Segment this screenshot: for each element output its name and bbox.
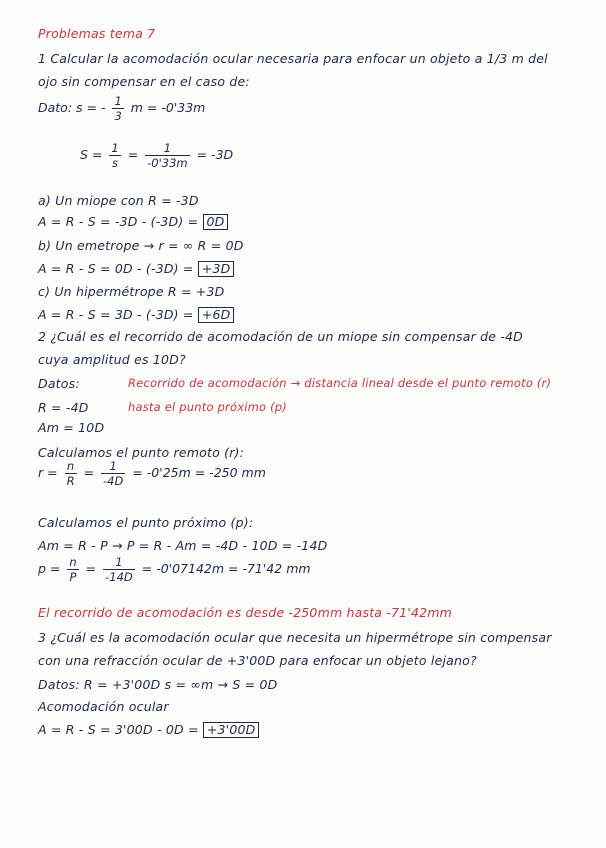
p3-question-line-2: con una refracción ocular de +3'00D para enfocar un objeto lejano?: [38, 653, 477, 668]
p2-Am-value: Am = 10D: [38, 420, 105, 435]
p2-question-line-1: 2 ¿Cuál es el recorrido de acomodación de un miope sin compensar de -4D: [38, 329, 523, 344]
p1-datos-label: Dato:: [38, 100, 73, 115]
p1-case-a-equation: A = R - S = -3D - (-3D) = 0D: [38, 214, 228, 230]
p1-case-a-label: a) Un miope con R = -3D: [38, 193, 199, 208]
p1-case-c-label: c) Un hipermétrope R = +3D: [38, 284, 225, 299]
p2-p-formula: p = $\frac{n}{P}$ = $\frac{1}{-14D}$ = -0'07142m = -71'42 mm: [38, 555, 311, 584]
p3-A-answer: +3'00D: [203, 722, 260, 738]
p1-datos-fraction: $\frac{1}{3}$: [114, 94, 122, 123]
p1-case-b-answer: +3D: [198, 261, 235, 277]
p2-R-value: R = -4D: [38, 400, 89, 415]
p1-datos-lhs: s = -: [76, 100, 106, 115]
p1-case-b-equation: A = R - S = 0D - (-3D) = +3D: [38, 261, 234, 277]
p1-case-b-label: b) Un emetrope → r = ∞ R = 0D: [38, 238, 244, 253]
p1-S-formula: S = $\frac{1}{s}$ = $\frac{1}{-0'33m}$ = -3D: [80, 141, 234, 170]
p1-question-line-1: 1 Calcular la acomodación ocular necesaria para enfocar un objeto a 1/3 m del: [38, 51, 548, 66]
p3-A-equation: A = R - S = 3'00D - 0D = +3'00D: [38, 722, 259, 738]
p1-case-a-answer: 0D: [203, 214, 229, 230]
p3-datos: Datos: R = +3'00D s = ∞m → S = 0D: [38, 677, 278, 692]
p1-datos-formula: [38, 94, 205, 123]
p2-r-formula: r = $\frac{n}{R}$ = $\frac{1}{-4D}$ = -0'25m = -250 mm: [38, 459, 266, 488]
p2-question-line-2: cuya amplitud es 10D?: [38, 352, 186, 367]
p2-conclusion: El recorrido de acomodación es desde -250mm hasta -71'42mm: [38, 605, 453, 620]
p3-acomodacion-label: Acomodación ocular: [38, 699, 169, 714]
p2-definition-line-1: Recorrido de acomodación → distancia lineal desde el punto remoto (r): [128, 376, 552, 390]
page-title: Problemas tema 7: [38, 26, 156, 41]
p1-question-line-2: ojo sin compensar en el caso de:: [38, 74, 250, 89]
p2-am-equation: Am = R - P → P = R - Am = -4D - 10D = -14D: [38, 538, 328, 553]
p2-datos-label: Datos:: [38, 376, 80, 391]
p3-question-line-1: 3 ¿Cuál es la acomodación ocular que necesita un hipermétrope sin compensar: [38, 630, 552, 645]
p1-datos-rhs: m = -0'33m: [130, 100, 206, 115]
p2-proximo-label: Calculamos el punto próximo (p):: [38, 515, 254, 530]
p1-case-c-equation: A = R - S = 3D - (-3D) = +6D: [38, 307, 234, 323]
p2-remoto-label: Calculamos el punto remoto (r):: [38, 445, 245, 460]
p2-definition-line-2: hasta el punto próximo (p): [128, 400, 287, 414]
p1-case-c-answer: +6D: [198, 307, 235, 323]
